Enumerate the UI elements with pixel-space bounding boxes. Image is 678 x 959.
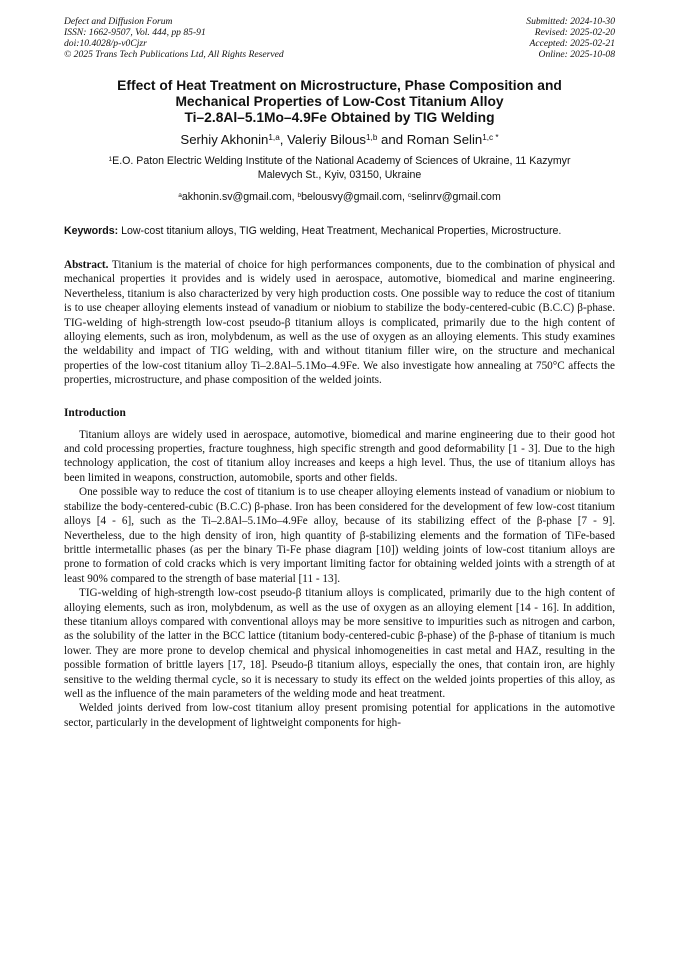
- author-name: Serhiy Akhonin: [180, 132, 269, 147]
- email-link[interactable]: selinrv@gmail.com: [411, 191, 501, 203]
- keywords: [64, 224, 615, 238]
- paragraph: Welded joints derived from low-cost titanium alloy present promising potential for applications in the automotive sector, particularly in the development of lightweight components for high-: [64, 702, 615, 729]
- author-emails: [64, 190, 615, 204]
- title-line: Mechanical Properties of Low-Cost Titanium Alloy: [175, 94, 504, 109]
- author-affil-marker: 1,c *: [482, 133, 499, 143]
- affiliation-line: $^1$E.O. Paton Electric Welding Institute of the National Academy of Sciences of Ukraine, 11 Kazymyr: [108, 155, 571, 167]
- author-name: Valeriy Bilous: [287, 132, 367, 147]
- author-affil-marker: 1,b: [366, 133, 378, 143]
- section-heading-introduction: Introduction: [64, 406, 126, 419]
- introduction-body: [64, 428, 615, 731]
- title-line: Effect of Heat Treatment on Microstructure, Phase Composition and: [117, 78, 562, 93]
- author-name: Roman Selin: [406, 132, 483, 147]
- affiliation-line: Malevych St., Kyiv, 03150, Ukraine: [257, 169, 422, 181]
- journal-info: [64, 16, 284, 60]
- author-affil-marker: 1,a: [268, 133, 280, 143]
- email-link[interactable]: belousvy@gmail.com,: [301, 191, 408, 203]
- author-separator: and: [377, 132, 407, 147]
- email-link[interactable]: akhonin.sv@gmail.com,: [181, 191, 298, 203]
- paragraph: Titanium alloys are widely used in aerospace, automotive, biomedical and marine engineering due to their good hot and cold processing properties, fracture toughness, high specific strength and good deformability [1 - 3]. Due to the high technology application, the cost of titanium alloy increases and keeps a high level. Thus, the use of titanium alloys has been limited in weapons, construction, automobile, sports and other fields.: [64, 428, 615, 484]
- accepted-date: Accepted: 2025-02-21: [529, 38, 615, 49]
- issn: ISSN: 1662-9507, Vol. 444, pp 85-91: [64, 27, 206, 38]
- copyright: © 2025 Trans Tech Publications Ltd, All Rights Reserved: [64, 49, 284, 60]
- paper-title: [64, 78, 615, 126]
- revised-date: Revised: 2025-02-20: [534, 27, 615, 38]
- affiliation: [64, 154, 615, 182]
- dates-info: [526, 16, 615, 60]
- paper-page: [64, 16, 615, 730]
- author-separator: ,: [279, 132, 288, 147]
- submitted-date: Submitted: 2024-10-30: [526, 16, 615, 27]
- online-date: Online: 2025-10-08: [538, 49, 615, 60]
- abstract-label: Abstract.: [64, 259, 109, 271]
- keywords-text: Low-cost titanium alloys, TIG welding, Heat Treatment, Mechanical Properties, Microstructure.: [118, 225, 562, 237]
- affiliation-marker: 1: [108, 156, 113, 164]
- keywords-label: Keywords:: [64, 225, 119, 237]
- doi[interactable]: doi:10.4028/p-v0Cjzr: [64, 38, 147, 49]
- email-marker: b: [297, 192, 302, 200]
- email-marker: a: [178, 192, 182, 200]
- paragraph: One possible way to reduce the cost of titanium is to use cheaper alloying elements instead of vanadium or niobium to stabilize the body-centered-cubic (B.C.C) β-phase. Iron has been considered for the development of few low-cost titanium alloys [4 - 6], such as the Ti–2.8Al–5.1Mo–4.9Fe alloy, because of its stabilizing effect of the β-phase [7 - 9]. Nevertheless, due to the high density of iron, high quantity of β-stabilizing elements and the formation of TiFe-based brittle intermetallic phases (as per the binary Ti-Fe phase diagram [10]) welding joints of low-cost titanium alloys are prone to formation of cold cracks which is very important limiting factor for obtaining welded joints with a strength of at least 90% compared to the strength of base material [11 - 13].: [64, 486, 615, 585]
- journal-name: Defect and Diffusion Forum: [64, 16, 173, 27]
- email-marker: c: [407, 192, 412, 200]
- paragraph: TIG-welding of high-strength low-cost pseudo-β titanium alloys is complicated, primarily due to the high content of alloying elements, such as iron, molybdenum, as well as the use of oxygen as an alloying element [14 - 16]. In addition, these titanium alloys compared with conventional alloys may be more sensitive to impurities such as nitrogen and carbon, as the solubility of the latter in the BCC lattice (titanium body-centered-cubic β-phase) of the β-phase of titanium is much lower. They are more prone to develop chemical and physical inhomogeneities in cast metal and HAZ, resulting in the possible formation of brittle layers [17, 18]. Pseudo-β titanium alloys, especially the ones, that contain iron, are highly sensitive to the welding thermal cycle, so it is necessary to study its effect on the welded joints properties of this alloy, as well as the influence of the main parameters of the welding mode and heat treatment.: [64, 587, 615, 700]
- author-list: [64, 132, 615, 148]
- publication-header: [64, 16, 615, 60]
- title-line: Ti–2.8Al–5.1Mo–4.9Fe Obtained by TIG Welding: [184, 110, 495, 125]
- abstract-text: Titanium is the material of choice for high performances components, due to the combination of physical and mechanical properties it provides and is widely used in aerospace, automotive, biomedical and marine engineering. Nevertheless, titanium is also characterized by very high production costs. One possible way to reduce the cost of titanium is to use cheaper alloying elements instead of vanadium or niobium to stabilize the body-centered-cubic (B.C.C) β-phase. TIG-welding of high-strength low-cost pseudo-β titanium alloys is complicated, primarily due to the high content of alloying elements, such as iron, molybdenum, as well as the use of oxygen as an alloying elements. This study examines the weldability and impact of TIG welding, with and without titanium filler wire, on the structure and mechanical properties of the low-cost titanium alloy Ti–2.8Al–5.1Mo–4.9Fe. We also investigate how annealing at 750°C affects the properties, microstructure, and phase composition of the welded joints.: [64, 259, 615, 387]
- abstract: [64, 258, 615, 388]
